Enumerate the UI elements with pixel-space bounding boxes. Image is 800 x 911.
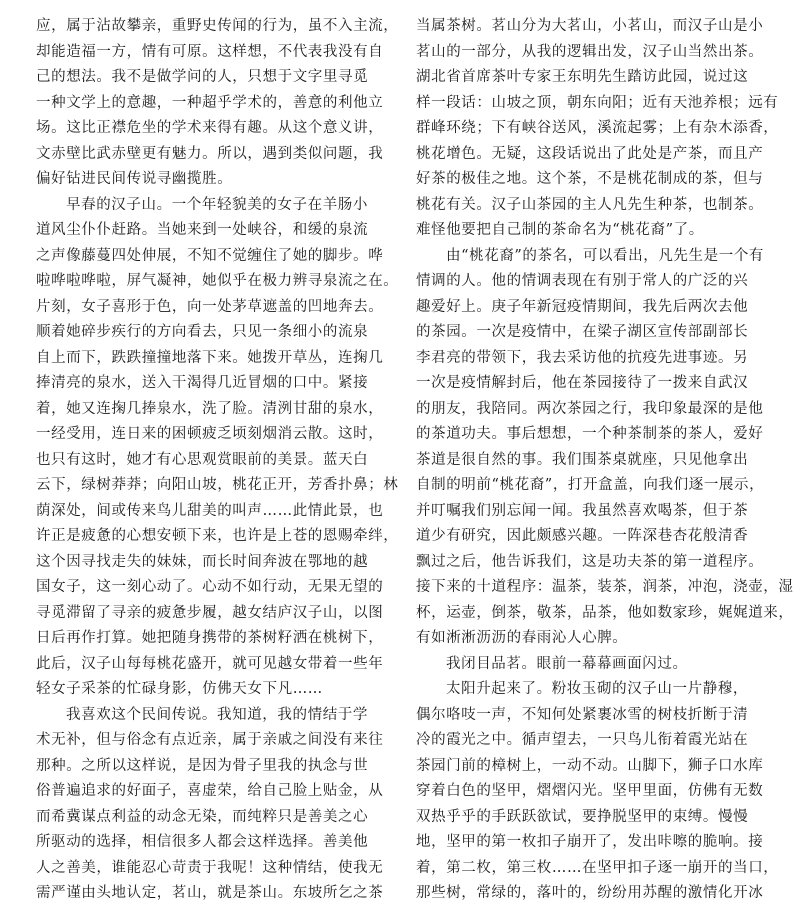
text-line: 桃花有关。汉子山茶园的主人凡先生种茶，也制茶。: [416, 196, 764, 213]
text-line: 我喜欢这个民间传说。我知道，我的情结于学: [66, 706, 368, 723]
text-line: 有如淅淅沥沥的春雨沁人心脾。: [416, 630, 628, 646]
text-line: 的朋友，我陪同。两次茶园之行，我印象最深的是他: [416, 400, 764, 417]
text-line: 道风尘仆仆赶路。当她来到一处峡谷，和缓的泉流: [36, 222, 369, 238]
text-line: 此后，汉子山每每桃花盛开，就可见越女带着一些年: [36, 655, 384, 672]
text-line: 偏好钻进民间传说寻幽揽胜。: [36, 171, 233, 187]
text-line: 一经受用，连日来的困顿疲乏顷刻烟消云散。这时，: [36, 426, 384, 442]
text-line: 也只有这时，她才有心思观赏眼前的美景。蓝天白: [36, 451, 369, 468]
text-line: 云下，绿树莽莽；向阳山坡，桃花正开，芳香扑鼻；林: [36, 477, 399, 493]
text-line: 国女子，这一刻心动了。心动不如行动，无果无望的: [36, 579, 384, 595]
text-line: 需严谨由头地认定，茗山，就是茶山。东坡所乞之茶: [36, 885, 384, 901]
text-line: 场。这比正襟危坐的学术来得有趣。从这个意义讲，: [36, 120, 384, 136]
text-line: 道少有研究，因此颇感兴趣。一阵深巷杏花般清香: [416, 528, 749, 544]
text-line: 当属茶树。茗山分为大茗山，小茗山，而汉子山是小: [416, 18, 764, 34]
text-line: 之声像藤蔓四处伸展，不知不觉缠住了她的脚步。哗: [36, 247, 384, 264]
text-line: 人之善美，谁能忍心苛责于我呢！这种情结，使我无: [36, 859, 384, 876]
text-line: 难怪他要把自己制的茶命名为“桃花裔”了。: [416, 222, 704, 238]
text-line: 寻觅滞留了寻亲的疲惫步履，越女结庐汉子山，以图: [36, 604, 384, 621]
text-line: 所驱动的选择，相信很多人都会这样选择。善美他: [36, 834, 369, 850]
text-line: 接下来的十道程序：温茶，装茶，润茶，冲泡，浇壶，湿: [416, 579, 794, 595]
text-line: 桃花增色。无疑，这段话说出了此处是产茶，而且产: [416, 145, 764, 162]
text-line: 湖北省首席茶叶专家王东明先生踏访此园，说过这: [416, 69, 749, 85]
text-line: 太阳升起来了。粉妆玉砌的汉子山一片静穆，: [446, 681, 748, 697]
text-line: 俗普遍追求的好面子，喜虚荣，给自己脸上贴金，从: [36, 783, 384, 799]
text-line: 捧清亮的泉水，送入干渴得几近冒烟的口中。紧接: [36, 375, 369, 391]
text-line: 茗山的一部分，从我的逻辑出发，汉子山当然出茶。: [416, 43, 764, 60]
text-line: 的茶道功夫。事后想想，一个种茶制茶的茶人，爱好: [416, 426, 764, 442]
text-line: 着，第二枚，第三枚……在坚甲扣子逐一崩开的当口，: [416, 859, 779, 876]
text-line: 早春的汉子山。一个年轻貌美的女子在羊肠小: [66, 196, 368, 213]
text-line: 飘过之后，他告诉我们，这是功夫茶的第一道程序。: [416, 553, 764, 570]
text-line: 应，属于沾故攀亲，重野史传闻的行为，虽不入主流，: [36, 18, 399, 34]
text-line: 而希冀谋点利益的动念无染，而纯粹只是善美之心: [36, 808, 369, 825]
text-line: 李君亮的带领下，我去采访他的抗疫先进事迹。另: [416, 349, 749, 366]
text-line: 的茶园。一次是疫情中，在梁子湖区宣传部副部长: [416, 324, 749, 340]
left-column: [36, 14, 399, 907]
text-line: 杯，运壶，倒茶，敬茶，品茶，他如数家珍，娓娓道来，: [416, 604, 794, 621]
text-line: 自上而下，跌跌撞撞地落下来。她拨开草丛，连掬几: [36, 349, 384, 366]
text-line: 穿着白色的坚甲，熠熠闪光。坚甲里面，仿佛有无数: [416, 783, 764, 799]
text-line: 一次是疫情解封后，他在茶园接待了一拨来自武汉: [416, 375, 749, 391]
text-line: 茶园门前的樟树上，一动不动。山脚下，狮子口水库: [416, 757, 764, 774]
text-line: 轻女子采茶的忙碌身影，仿佛天女下凡……: [36, 681, 323, 697]
text-line: 那些树，常绿的，落叶的，纷纷用苏醒的激情化开冰: [416, 885, 764, 901]
text-line: 趣爱好上。庚子年新冠疫情期间，我先后两次去他: [416, 298, 749, 315]
text-line: 片刻，女子喜形于色，向一处茅草遮盖的凹地奔去。: [36, 298, 384, 315]
text-line: 我闭目品茗。眼前一幕幕画面闪过。: [446, 655, 688, 672]
text-line: 地，坚甲的第一枚扣子崩开了，发出咔嚓的脆响。接: [416, 834, 764, 850]
text-line: 并叮嘱我们别忘闻一闻。我虽然喜欢喝茶，但于茶: [416, 502, 749, 519]
text-line: 己的想法。我不是做学问的人，只想于文字里寻觅: [36, 69, 369, 85]
text-line: 文赤壁比武赤壁更有魅力。所以，遇到类似问题，我: [36, 145, 384, 162]
text-line: 许正是疲惫的心想安顿下来，也许是上苍的恩赐牵绊，: [36, 528, 399, 544]
text-line: 这个因寻找走失的妹妹，而长时间奔波在鄂地的越: [36, 553, 369, 570]
text-line: 冷的霞光之中。循声望去，一只鸟儿衔着霞光站在: [416, 732, 749, 748]
text-line: 术无补，但与俗念有点近亲，属于亲戚之间没有来往: [36, 732, 384, 748]
text-line: 群峰环绕；下有峡谷送风，溪流起雾；上有杂木添香，: [416, 120, 779, 136]
text-line: 情调的人。他的情调表现在有别于常人的广泛的兴: [416, 273, 749, 289]
text-line: 荫深处，间或传来鸟儿甜美的叫声……此情此景，也: [36, 502, 384, 519]
text-line: 自制的明前“桃花裔”，打开盒盖，向我们逐一展示，: [416, 477, 765, 493]
right-column: [416, 14, 794, 907]
text-line: 顺着她碎步疾行的方向看去，只见一条细小的流泉: [36, 324, 369, 340]
text-line: 啦哗啦哗啦，屏气凝神，她似乎在极力辨寻泉流之在。: [36, 273, 399, 289]
text-line: 样一段话：山坡之顶，朝东向阳；近有天池养根；远有: [416, 94, 779, 111]
text-line: 茶道是很自然的事。我们围茶桌就座，只见他拿出: [416, 451, 749, 468]
text-line: 双热乎乎的手跃跃欲试，要挣脱坚甲的束缚。慢慢: [416, 808, 749, 825]
text-line: 好茶的极佳之地。这个茶，不是桃花制成的茶，但与: [416, 171, 764, 187]
text-line: 着，她又连掬几捧泉水，洗了脸。清洌甘甜的泉水，: [36, 400, 384, 417]
text-line: 却能造福一方，情有可原。这样想，不代表我没有自: [36, 43, 384, 60]
text-line: 一种文学上的意趣，一种超乎学术的，善意的利他立: [36, 94, 384, 111]
text-line: 那种。之所以这样说，是因为骨子里我的执念与世: [36, 757, 369, 774]
text-line: 偶尔咯吱一声，不知何处紧裹冰雪的树枝折断于清: [416, 706, 749, 723]
text-line: 由“桃花裔”的茶名，可以看出，凡先生是一个有: [446, 247, 765, 264]
text-line: 日后再作打算。她把随身携带的茶树籽洒在桃树下，: [36, 630, 384, 646]
